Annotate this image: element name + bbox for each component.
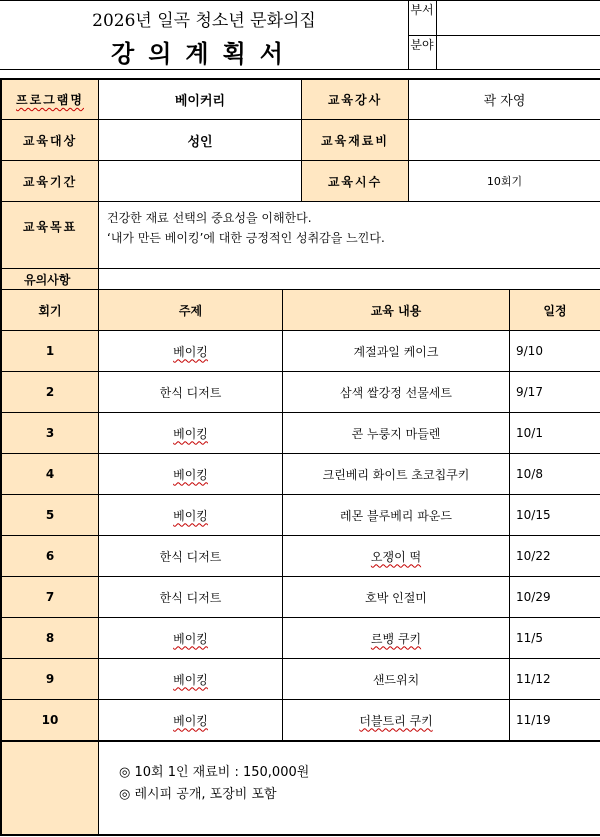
program-name-value: 베이커리: [174, 94, 226, 109]
material-cost-value: [409, 120, 600, 160]
row-6-date: 10/22: [516, 549, 551, 563]
row-6-no: 6: [2, 536, 98, 576]
organization-title: 2026년 일곡 청소년 문화의집: [92, 11, 316, 31]
row-8-date: 11/5: [516, 631, 543, 645]
row-2-topic: 한식 디저트: [159, 385, 222, 400]
row-10-date: 11/19: [516, 713, 551, 727]
program-name-label: 프로그램명: [2, 80, 98, 119]
row-7-date: 10/29: [516, 590, 551, 604]
notes-section: [0, 742, 600, 837]
row-9-topic: 베이킹: [173, 672, 208, 687]
schedule-table: [0, 289, 600, 741]
row-5-topic: 베이킹: [173, 508, 208, 523]
row-9-no: 9: [2, 659, 98, 699]
header-topic: 주제: [99, 290, 282, 330]
document-title: 강의계획서: [111, 39, 297, 68]
target-value: 성인: [187, 134, 213, 150]
row-10-no: 10: [2, 700, 98, 740]
row-7-content: 호박 인절미: [365, 590, 427, 605]
row-3-no: 3: [2, 413, 98, 453]
row-3-topic: 베이킹: [173, 426, 208, 441]
header-content: 교육 내용: [283, 290, 509, 330]
row-8-topic: 베이킹: [173, 631, 208, 646]
target-label: 교육대상: [2, 120, 98, 160]
goal-line-1: 건강한 재료 선택의 중요성을 이해한다.: [107, 211, 312, 225]
row-2-no: 2: [2, 372, 98, 412]
notice-label: 유의사항: [2, 269, 98, 289]
row-1-content: 계절과일 케이크: [353, 344, 439, 359]
note-line-1: ◎ 10회 1인 재료비 : 150,000원: [119, 765, 310, 780]
notes-text: [99, 742, 600, 834]
row-8-content: 르뱅 쿠키: [370, 631, 422, 646]
row-3-date: 10/1: [516, 426, 543, 440]
sessions-label: 교육시수: [302, 161, 408, 201]
row-1-date: 9/10: [516, 344, 543, 358]
row-10-topic: 베이킹: [173, 713, 208, 728]
row-6-topic: 한식 디저트: [159, 549, 222, 564]
row-8-no: 8: [2, 618, 98, 658]
row-1-no: 1: [2, 331, 98, 371]
row-5-content: 레몬 블루베리 파운드: [340, 508, 452, 523]
row-1-topic: 베이킹: [173, 344, 208, 359]
header-date: 일정: [510, 290, 600, 330]
period-value: [99, 161, 301, 201]
material-cost-label: 교육재료비: [302, 120, 408, 160]
department-label: 부서: [410, 3, 434, 17]
row-5-no: 5: [2, 495, 98, 535]
row-6-content: 오쟁이 떡: [370, 549, 422, 564]
row-4-date: 10/8: [516, 467, 543, 481]
goal-label: 교육목표: [2, 202, 98, 268]
field-label: 분야: [410, 38, 434, 52]
row-7-no: 7: [2, 577, 98, 617]
notes-side-label: [2, 742, 98, 834]
info-table: [0, 78, 600, 290]
field-sign-box[interactable]: [437, 36, 600, 69]
row-9-content: 샌드위치: [372, 672, 420, 687]
row-7-topic: 한식 디저트: [159, 590, 222, 605]
sessions-value: 10회기: [486, 175, 523, 188]
row-10-content: 더블트리 쿠키: [359, 713, 433, 728]
instructor-value: 곽 자영: [483, 94, 526, 109]
department-sign-box[interactable]: [437, 1, 600, 35]
instructor-label: 교육강사: [302, 80, 408, 119]
row-2-content: 삼색 쌀강정 선물세트: [340, 385, 452, 400]
goal-text: [99, 202, 600, 268]
note-line-2: ◎ 레시피 공개, 포장비 포함: [119, 787, 277, 802]
row-4-content: 크린베리 화이트 초코칩쿠키: [322, 467, 470, 482]
period-label: 교육기간: [2, 161, 98, 201]
document-header: [0, 0, 600, 70]
row-2-date: 9/17: [516, 385, 543, 399]
row-4-no: 4: [2, 454, 98, 494]
notice-value: [99, 269, 600, 289]
header-session: 회기: [2, 290, 98, 330]
goal-line-2: ‘내가 만든 베이킹’에 대한 긍정적인 성취감을 느낀다.: [107, 231, 385, 245]
row-4-topic: 베이킹: [173, 467, 208, 482]
row-5-date: 10/15: [516, 508, 551, 522]
row-3-content: 콘 누룽지 마들렌: [351, 426, 441, 441]
row-9-date: 11/12: [516, 672, 551, 686]
